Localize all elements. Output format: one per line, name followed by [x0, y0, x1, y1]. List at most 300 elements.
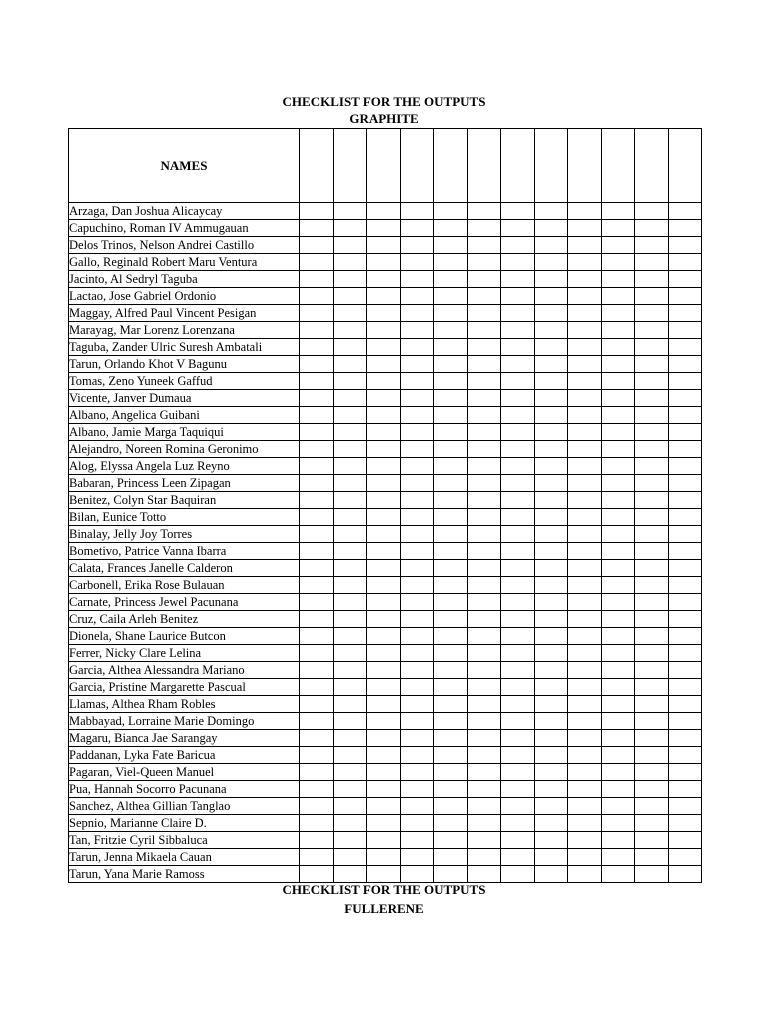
check-cell[interactable]: [367, 662, 401, 679]
check-cell[interactable]: [467, 849, 501, 866]
check-cell[interactable]: [467, 492, 501, 509]
check-cell[interactable]: [333, 543, 367, 560]
check-cell[interactable]: [467, 237, 501, 254]
check-cell[interactable]: [367, 458, 401, 475]
check-cell[interactable]: [400, 560, 434, 577]
check-cell[interactable]: [568, 832, 602, 849]
check-cell[interactable]: [400, 815, 434, 832]
check-cell[interactable]: [501, 475, 535, 492]
check-cell[interactable]: [400, 747, 434, 764]
check-cell[interactable]: [467, 458, 501, 475]
check-cell[interactable]: [434, 271, 468, 288]
check-cell[interactable]: [568, 441, 602, 458]
check-cell[interactable]: [467, 628, 501, 645]
check-cell[interactable]: [635, 747, 669, 764]
check-cell[interactable]: [333, 560, 367, 577]
check-cell[interactable]: [668, 492, 702, 509]
check-cell[interactable]: [467, 356, 501, 373]
check-cell[interactable]: [601, 458, 635, 475]
check-cell[interactable]: [568, 815, 602, 832]
check-cell[interactable]: [434, 849, 468, 866]
check-cell[interactable]: [668, 849, 702, 866]
check-cell[interactable]: [601, 339, 635, 356]
check-cell[interactable]: [501, 305, 535, 322]
check-cell[interactable]: [568, 424, 602, 441]
check-cell[interactable]: [434, 237, 468, 254]
check-cell[interactable]: [601, 764, 635, 781]
check-cell[interactable]: [467, 509, 501, 526]
check-cell[interactable]: [501, 254, 535, 271]
check-cell[interactable]: [467, 339, 501, 356]
check-cell[interactable]: [333, 747, 367, 764]
check-cell[interactable]: [434, 594, 468, 611]
check-cell[interactable]: [467, 271, 501, 288]
check-cell[interactable]: [635, 628, 669, 645]
check-cell[interactable]: [501, 611, 535, 628]
check-cell[interactable]: [467, 866, 501, 883]
check-cell[interactable]: [300, 305, 334, 322]
check-cell[interactable]: [534, 458, 568, 475]
check-cell[interactable]: [534, 849, 568, 866]
check-cell[interactable]: [467, 815, 501, 832]
check-cell[interactable]: [333, 577, 367, 594]
check-cell[interactable]: [467, 220, 501, 237]
check-cell[interactable]: [568, 798, 602, 815]
check-cell[interactable]: [300, 781, 334, 798]
check-cell[interactable]: [333, 781, 367, 798]
check-cell[interactable]: [333, 475, 367, 492]
check-cell[interactable]: [400, 407, 434, 424]
check-cell[interactable]: [501, 322, 535, 339]
check-cell[interactable]: [434, 492, 468, 509]
check-cell[interactable]: [300, 509, 334, 526]
check-cell[interactable]: [635, 849, 669, 866]
check-cell[interactable]: [568, 560, 602, 577]
check-cell[interactable]: [635, 679, 669, 696]
check-cell[interactable]: [668, 679, 702, 696]
check-cell[interactable]: [601, 815, 635, 832]
check-cell[interactable]: [601, 781, 635, 798]
check-cell[interactable]: [501, 679, 535, 696]
check-cell[interactable]: [467, 577, 501, 594]
check-cell[interactable]: [434, 526, 468, 543]
check-cell[interactable]: [434, 390, 468, 407]
check-cell[interactable]: [601, 798, 635, 815]
check-cell[interactable]: [568, 696, 602, 713]
check-cell[interactable]: [501, 764, 535, 781]
check-cell[interactable]: [333, 849, 367, 866]
check-cell[interactable]: [400, 577, 434, 594]
check-cell[interactable]: [668, 628, 702, 645]
check-cell[interactable]: [400, 628, 434, 645]
check-cell[interactable]: [635, 373, 669, 390]
check-cell[interactable]: [434, 458, 468, 475]
check-cell[interactable]: [635, 271, 669, 288]
check-cell[interactable]: [635, 288, 669, 305]
check-cell[interactable]: [333, 407, 367, 424]
check-cell[interactable]: [534, 560, 568, 577]
check-cell[interactable]: [635, 696, 669, 713]
check-cell[interactable]: [467, 441, 501, 458]
check-cell[interactable]: [467, 696, 501, 713]
check-cell[interactable]: [501, 798, 535, 815]
check-cell[interactable]: [434, 662, 468, 679]
check-cell[interactable]: [333, 696, 367, 713]
check-cell[interactable]: [568, 237, 602, 254]
check-cell[interactable]: [467, 254, 501, 271]
check-cell[interactable]: [668, 526, 702, 543]
check-cell[interactable]: [434, 577, 468, 594]
check-cell[interactable]: [668, 866, 702, 883]
check-cell[interactable]: [434, 509, 468, 526]
check-cell[interactable]: [300, 237, 334, 254]
check-cell[interactable]: [467, 645, 501, 662]
check-cell[interactable]: [333, 288, 367, 305]
check-cell[interactable]: [434, 339, 468, 356]
check-cell[interactable]: [467, 475, 501, 492]
check-cell[interactable]: [568, 271, 602, 288]
check-cell[interactable]: [300, 560, 334, 577]
check-cell[interactable]: [635, 662, 669, 679]
check-cell[interactable]: [400, 849, 434, 866]
check-cell[interactable]: [300, 679, 334, 696]
check-cell[interactable]: [534, 577, 568, 594]
check-cell[interactable]: [333, 373, 367, 390]
check-cell[interactable]: [434, 305, 468, 322]
check-cell[interactable]: [534, 322, 568, 339]
check-cell[interactable]: [300, 628, 334, 645]
check-cell[interactable]: [467, 747, 501, 764]
check-cell[interactable]: [400, 696, 434, 713]
check-cell[interactable]: [635, 713, 669, 730]
check-cell[interactable]: [400, 645, 434, 662]
check-cell[interactable]: [601, 424, 635, 441]
check-cell[interactable]: [534, 679, 568, 696]
check-cell[interactable]: [467, 424, 501, 441]
check-cell[interactable]: [601, 747, 635, 764]
check-cell[interactable]: [668, 594, 702, 611]
check-cell[interactable]: [400, 441, 434, 458]
check-cell[interactable]: [367, 560, 401, 577]
check-cell[interactable]: [635, 645, 669, 662]
check-cell[interactable]: [367, 288, 401, 305]
check-cell[interactable]: [635, 730, 669, 747]
check-cell[interactable]: [601, 254, 635, 271]
check-cell[interactable]: [568, 747, 602, 764]
check-cell[interactable]: [501, 577, 535, 594]
check-cell[interactable]: [300, 458, 334, 475]
check-cell[interactable]: [300, 594, 334, 611]
check-cell[interactable]: [400, 390, 434, 407]
check-cell[interactable]: [568, 339, 602, 356]
check-cell[interactable]: [568, 645, 602, 662]
check-cell[interactable]: [434, 798, 468, 815]
check-cell[interactable]: [467, 713, 501, 730]
check-cell[interactable]: [568, 611, 602, 628]
check-cell[interactable]: [568, 509, 602, 526]
check-cell[interactable]: [300, 424, 334, 441]
check-cell[interactable]: [501, 662, 535, 679]
check-cell[interactable]: [333, 509, 367, 526]
check-cell[interactable]: [534, 815, 568, 832]
check-cell[interactable]: [400, 356, 434, 373]
check-cell[interactable]: [635, 781, 669, 798]
check-cell[interactable]: [434, 424, 468, 441]
check-cell[interactable]: [668, 798, 702, 815]
check-cell[interactable]: [467, 203, 501, 220]
check-cell[interactable]: [300, 662, 334, 679]
check-cell[interactable]: [601, 526, 635, 543]
check-cell[interactable]: [467, 526, 501, 543]
check-cell[interactable]: [501, 832, 535, 849]
check-cell[interactable]: [434, 407, 468, 424]
check-cell[interactable]: [501, 237, 535, 254]
check-cell[interactable]: [568, 254, 602, 271]
check-cell[interactable]: [668, 271, 702, 288]
check-cell[interactable]: [434, 560, 468, 577]
check-cell[interactable]: [367, 509, 401, 526]
check-cell[interactable]: [568, 305, 602, 322]
check-cell[interactable]: [534, 271, 568, 288]
check-cell[interactable]: [367, 441, 401, 458]
check-cell[interactable]: [367, 254, 401, 271]
check-cell[interactable]: [434, 764, 468, 781]
check-cell[interactable]: [434, 611, 468, 628]
check-cell[interactable]: [333, 305, 367, 322]
check-cell[interactable]: [467, 560, 501, 577]
check-cell[interactable]: [668, 815, 702, 832]
check-cell[interactable]: [534, 475, 568, 492]
check-cell[interactable]: [400, 492, 434, 509]
check-cell[interactable]: [635, 560, 669, 577]
check-cell[interactable]: [534, 781, 568, 798]
check-cell[interactable]: [300, 526, 334, 543]
check-cell[interactable]: [333, 322, 367, 339]
check-cell[interactable]: [300, 849, 334, 866]
check-cell[interactable]: [568, 594, 602, 611]
check-cell[interactable]: [668, 781, 702, 798]
check-cell[interactable]: [668, 509, 702, 526]
check-cell[interactable]: [434, 475, 468, 492]
check-cell[interactable]: [333, 237, 367, 254]
check-cell[interactable]: [467, 543, 501, 560]
check-cell[interactable]: [501, 543, 535, 560]
check-cell[interactable]: [300, 815, 334, 832]
check-cell[interactable]: [367, 543, 401, 560]
check-cell[interactable]: [333, 220, 367, 237]
check-cell[interactable]: [400, 526, 434, 543]
check-cell[interactable]: [367, 679, 401, 696]
check-cell[interactable]: [400, 339, 434, 356]
check-cell[interactable]: [668, 203, 702, 220]
check-cell[interactable]: [635, 305, 669, 322]
check-cell[interactable]: [668, 356, 702, 373]
check-cell[interactable]: [300, 356, 334, 373]
check-cell[interactable]: [601, 577, 635, 594]
check-cell[interactable]: [601, 203, 635, 220]
check-cell[interactable]: [400, 611, 434, 628]
check-cell[interactable]: [367, 764, 401, 781]
check-cell[interactable]: [568, 849, 602, 866]
check-cell[interactable]: [534, 594, 568, 611]
check-cell[interactable]: [400, 458, 434, 475]
check-cell[interactable]: [568, 220, 602, 237]
check-cell[interactable]: [601, 492, 635, 509]
check-cell[interactable]: [400, 475, 434, 492]
check-cell[interactable]: [601, 645, 635, 662]
check-cell[interactable]: [400, 679, 434, 696]
check-cell[interactable]: [367, 424, 401, 441]
check-cell[interactable]: [601, 356, 635, 373]
check-cell[interactable]: [601, 730, 635, 747]
check-cell[interactable]: [501, 730, 535, 747]
check-cell[interactable]: [601, 509, 635, 526]
check-cell[interactable]: [668, 424, 702, 441]
check-cell[interactable]: [635, 407, 669, 424]
check-cell[interactable]: [534, 866, 568, 883]
check-cell[interactable]: [568, 407, 602, 424]
check-cell[interactable]: [467, 322, 501, 339]
check-cell[interactable]: [367, 577, 401, 594]
check-cell[interactable]: [367, 203, 401, 220]
check-cell[interactable]: [601, 475, 635, 492]
check-cell[interactable]: [568, 322, 602, 339]
check-cell[interactable]: [501, 747, 535, 764]
check-cell[interactable]: [367, 492, 401, 509]
check-cell[interactable]: [501, 628, 535, 645]
check-cell[interactable]: [534, 288, 568, 305]
check-cell[interactable]: [400, 594, 434, 611]
check-cell[interactable]: [467, 764, 501, 781]
check-cell[interactable]: [434, 628, 468, 645]
check-cell[interactable]: [434, 747, 468, 764]
check-cell[interactable]: [333, 492, 367, 509]
check-cell[interactable]: [501, 407, 535, 424]
check-cell[interactable]: [501, 849, 535, 866]
check-cell[interactable]: [333, 390, 367, 407]
check-cell[interactable]: [501, 526, 535, 543]
check-cell[interactable]: [668, 237, 702, 254]
check-cell[interactable]: [501, 696, 535, 713]
check-cell[interactable]: [467, 407, 501, 424]
check-cell[interactable]: [434, 866, 468, 883]
check-cell[interactable]: [635, 322, 669, 339]
check-cell[interactable]: [467, 781, 501, 798]
check-cell[interactable]: [467, 798, 501, 815]
check-cell[interactable]: [635, 356, 669, 373]
check-cell[interactable]: [534, 424, 568, 441]
check-cell[interactable]: [467, 662, 501, 679]
check-cell[interactable]: [635, 458, 669, 475]
check-cell[interactable]: [400, 322, 434, 339]
check-cell[interactable]: [501, 492, 535, 509]
check-cell[interactable]: [668, 611, 702, 628]
check-cell[interactable]: [333, 356, 367, 373]
check-cell[interactable]: [601, 662, 635, 679]
check-cell[interactable]: [601, 628, 635, 645]
check-cell[interactable]: [568, 577, 602, 594]
check-cell[interactable]: [367, 407, 401, 424]
check-cell[interactable]: [300, 288, 334, 305]
check-cell[interactable]: [300, 322, 334, 339]
check-cell[interactable]: [400, 866, 434, 883]
check-cell[interactable]: [534, 764, 568, 781]
check-cell[interactable]: [400, 509, 434, 526]
check-cell[interactable]: [635, 594, 669, 611]
check-cell[interactable]: [300, 577, 334, 594]
check-cell[interactable]: [534, 713, 568, 730]
check-cell[interactable]: [367, 628, 401, 645]
check-cell[interactable]: [601, 271, 635, 288]
check-cell[interactable]: [668, 713, 702, 730]
check-cell[interactable]: [635, 543, 669, 560]
check-cell[interactable]: [333, 832, 367, 849]
check-cell[interactable]: [668, 730, 702, 747]
check-cell[interactable]: [501, 458, 535, 475]
check-cell[interactable]: [333, 645, 367, 662]
check-cell[interactable]: [534, 237, 568, 254]
check-cell[interactable]: [601, 696, 635, 713]
check-cell[interactable]: [333, 594, 367, 611]
check-cell[interactable]: [467, 373, 501, 390]
check-cell[interactable]: [367, 390, 401, 407]
check-cell[interactable]: [300, 254, 334, 271]
check-cell[interactable]: [434, 322, 468, 339]
check-cell[interactable]: [367, 339, 401, 356]
check-cell[interactable]: [333, 628, 367, 645]
check-cell[interactable]: [601, 322, 635, 339]
check-cell[interactable]: [400, 288, 434, 305]
check-cell[interactable]: [300, 339, 334, 356]
check-cell[interactable]: [568, 373, 602, 390]
check-cell[interactable]: [300, 475, 334, 492]
check-cell[interactable]: [300, 645, 334, 662]
check-cell[interactable]: [300, 713, 334, 730]
check-cell[interactable]: [601, 866, 635, 883]
check-cell[interactable]: [300, 832, 334, 849]
check-cell[interactable]: [367, 696, 401, 713]
check-cell[interactable]: [367, 798, 401, 815]
check-cell[interactable]: [434, 645, 468, 662]
check-cell[interactable]: [668, 458, 702, 475]
check-cell[interactable]: [367, 526, 401, 543]
check-cell[interactable]: [434, 713, 468, 730]
check-cell[interactable]: [601, 849, 635, 866]
check-cell[interactable]: [400, 254, 434, 271]
check-cell[interactable]: [534, 509, 568, 526]
check-cell[interactable]: [601, 288, 635, 305]
check-cell[interactable]: [367, 611, 401, 628]
check-cell[interactable]: [635, 611, 669, 628]
check-cell[interactable]: [668, 322, 702, 339]
check-cell[interactable]: [400, 203, 434, 220]
check-cell[interactable]: [300, 696, 334, 713]
check-cell[interactable]: [467, 832, 501, 849]
check-cell[interactable]: [333, 730, 367, 747]
check-cell[interactable]: [601, 441, 635, 458]
check-cell[interactable]: [668, 696, 702, 713]
check-cell[interactable]: [534, 305, 568, 322]
check-cell[interactable]: [501, 339, 535, 356]
check-cell[interactable]: [367, 373, 401, 390]
check-cell[interactable]: [501, 203, 535, 220]
check-cell[interactable]: [668, 390, 702, 407]
check-cell[interactable]: [635, 764, 669, 781]
check-cell[interactable]: [501, 441, 535, 458]
check-cell[interactable]: [300, 543, 334, 560]
check-cell[interactable]: [333, 679, 367, 696]
check-cell[interactable]: [367, 832, 401, 849]
